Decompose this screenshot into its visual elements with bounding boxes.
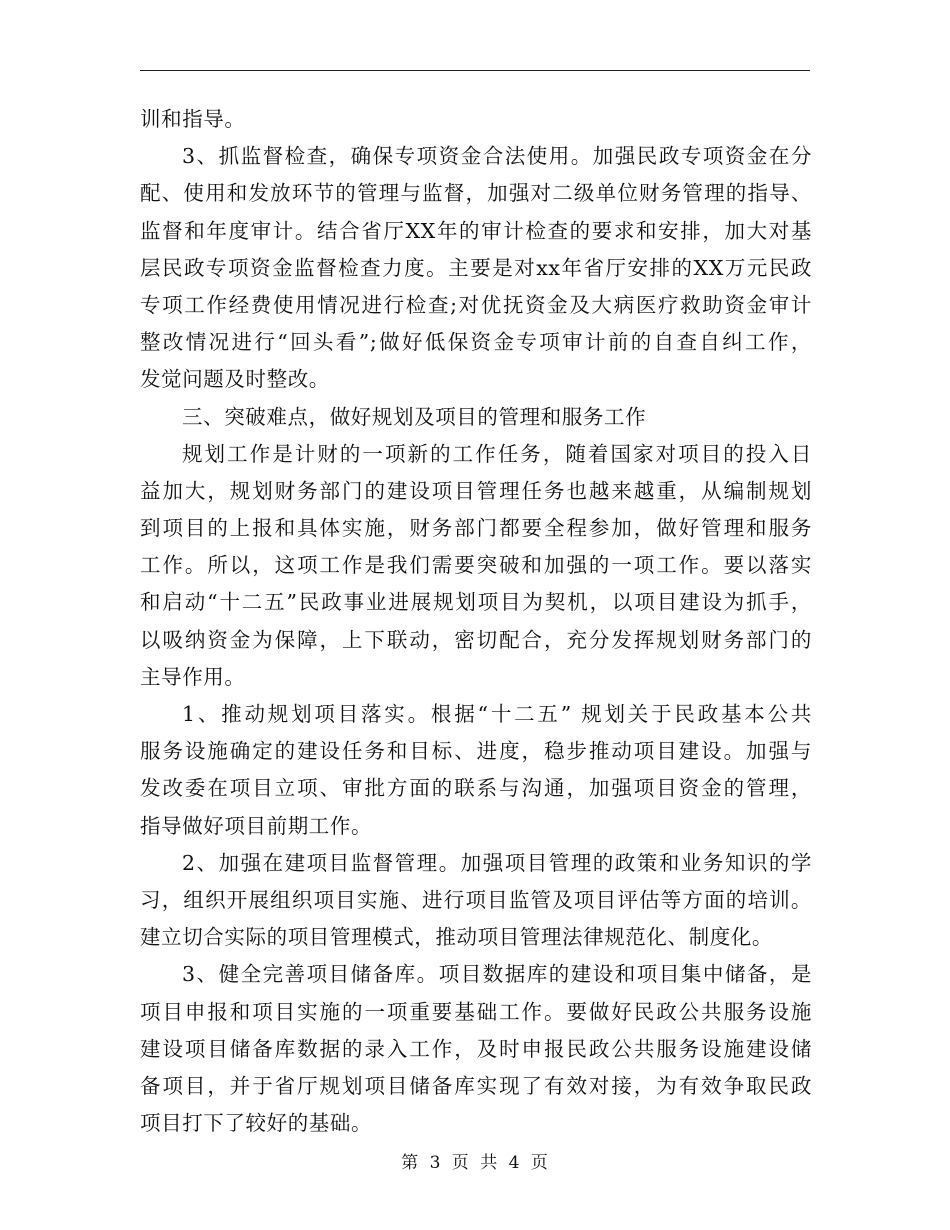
text-line: 备项目，并于省厅规划项目储备库实现了有效对接，为有效争取民政	[140, 1073, 812, 1098]
footer-total-pages: 4	[508, 1153, 521, 1173]
text-line: 3、抓监督检查，确保专项资金合法使用。加强民政专项资金在分	[182, 144, 812, 169]
text-line: 规划工作是计财的一项新的工作任务，随着国家对项目的投入日	[182, 441, 812, 466]
text-line: 2、加强在建项目监督管理。加强项目管理的政策和业务知识的学	[182, 850, 812, 875]
footer-suffix: 页	[530, 1153, 549, 1173]
text-line: 到项目的上报和具体实施，财务部门都要全程参加，做好管理和服务	[140, 516, 812, 541]
footer-total-word: 共	[480, 1153, 499, 1173]
footer-current-page: 3	[429, 1153, 442, 1173]
text-line: 整改情况进行“回头看”;做好低保资金专项审计前的自查自纠工作，	[140, 330, 812, 355]
document-body	[140, 101, 812, 1142]
text-line: 习，组织开展组织项目实施、进行项目监管及项目评估等方面的培训。	[140, 887, 812, 912]
page-footer	[0, 1148, 950, 1173]
text-line: 工作。所以，这项工作是我们需要突破和加强的一项工作。要以落实	[140, 553, 812, 578]
text-line: 和启动“十二五”民政事业进展规划项目为契机，以项目建设为抓手，	[140, 590, 812, 615]
text-line: 项目申报和项目实施的一项重要基础工作。要做好民政公共服务设施	[140, 999, 812, 1024]
text-line: 发觉问题及时整改。	[140, 367, 330, 392]
text-line: 项目打下了较好的基础。	[140, 1111, 373, 1136]
footer-page-word: 页	[451, 1153, 470, 1173]
text-line: 发改委在项目立项、审批方面的联系与沟通，加强项目资金的管理，	[140, 776, 812, 801]
text-line: 3、健全完善项目储备库。项目数据库的建设和项目集中储备，是	[182, 962, 812, 987]
text-line: 益加大，规划财务部门的建设项目管理任务也越来越重，从编制规划	[140, 478, 812, 503]
text-line: 专项工作经费使用情况进行检查;对优抚资金及大病医疗救助资金审计	[140, 292, 812, 317]
text-line: 主导作用。	[140, 664, 246, 689]
text-line: 配、使用和发放环节的管理与监督，加强对二级单位财务管理的指导、	[140, 181, 812, 206]
text-line: 指导做好项目前期工作。	[140, 813, 373, 838]
text-line: 三、突破难点，做好规划及项目的管理和服务工作	[182, 404, 647, 429]
text-line: 建设项目储备库数据的录入工作，及时申报民政公共服务设施建设储	[140, 1036, 812, 1061]
footer-prefix: 第	[401, 1153, 420, 1173]
text-line: 监督和年度审计。结合省厅XX年的审计检查的要求和安排，加大对基	[140, 218, 812, 243]
text-line: 训和指导。	[140, 107, 246, 131]
header-rule	[140, 70, 810, 71]
text-line: 以吸纳资金为保障，上下联动，密切配合，充分发挥规划财务部门的	[140, 627, 812, 652]
text-line: 1、推动规划项目落实。根据“十二五” 规划关于民政基本公共	[182, 702, 812, 726]
text-line: 服务设施确定的建设任务和目标、进度，稳步推动项目建设。加强与	[140, 739, 812, 764]
text-line: 建立切合实际的项目管理模式，推动项目管理法律规范化、制度化。	[140, 925, 773, 950]
text-line: 层民政专项资金监督检查力度。主要是对xx年省厅安排的XX万元民政	[140, 255, 812, 280]
